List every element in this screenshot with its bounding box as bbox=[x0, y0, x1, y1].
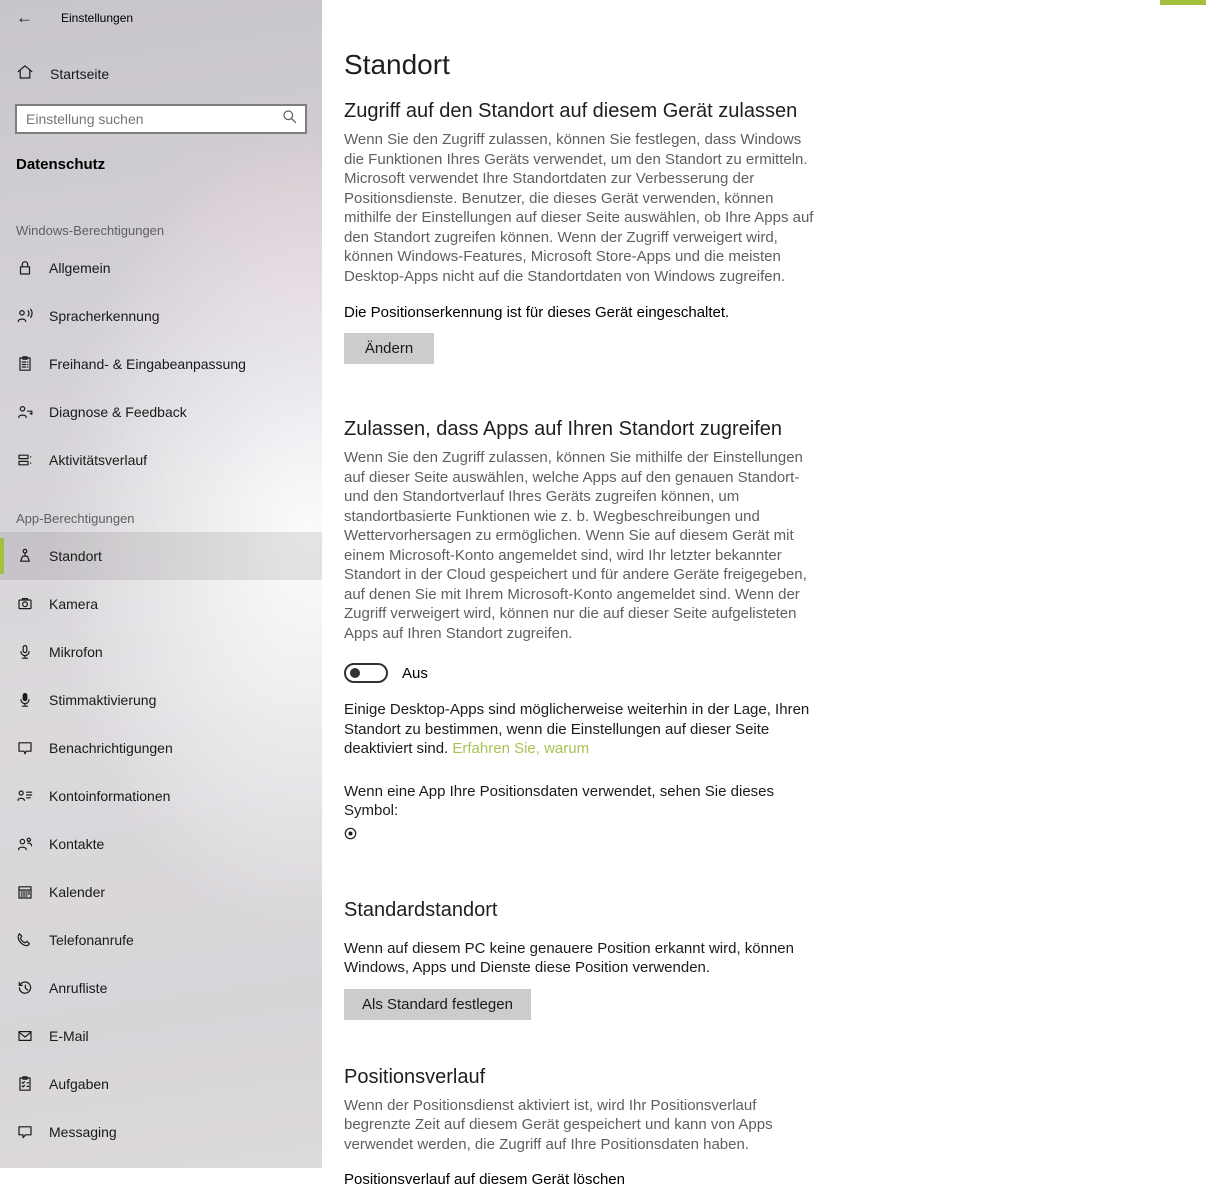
sidebar-item-kontoinformationen[interactable] bbox=[0, 772, 322, 820]
microphone-icon bbox=[16, 643, 34, 661]
search-input[interactable] bbox=[26, 111, 282, 127]
sidebar-item-label: Kalender bbox=[49, 884, 106, 900]
sidebar-item-label: Kontoinformationen bbox=[49, 788, 171, 804]
sidebar-item-messaging[interactable] bbox=[0, 1108, 322, 1156]
messaging-icon bbox=[16, 1123, 34, 1141]
sidebar-item-label: Freihand- & Eingabeanpassung bbox=[49, 356, 246, 372]
sidebar-item-label: Messaging bbox=[49, 1124, 117, 1140]
location-history-description: Wenn der Positionsdienst aktiviert ist, wird Ihr Positionsverlauf begrenzte Zeit auf diesem Gerät gespeichert und kann von Apps verwendet werden, die Zugriff auf Ihre Positionsdaten haben. bbox=[344, 1096, 773, 1153]
device-access-description: Wenn Sie den Zugriff zulassen, können Sie festlegen, dass Windows die Funktionen Ihres Geräts verwendet, um den Standort zu ermitteln. Microsoft verwendet Ihre Standortdaten zur Verbesserung der Positionsdienste. Benutzer, die dieses Gerät verwenden, können mithilfe der Einstellungen auf dieser Seite auswählen, ob Ihre Apps auf den Standort zugreifen können. Wenn der Zugriff verweigert wird, können Windows-Features, Microsoft Store-Apps und die meisten Desktop-Apps nicht auf die Standortdaten von Windows zugreifen. bbox=[344, 131, 814, 285]
location-history-heading: Positionsverlauf bbox=[344, 1065, 486, 1088]
sidebar-item-label: Mikrofon bbox=[49, 644, 103, 660]
settings-sidebar bbox=[0, 0, 322, 1168]
sidebar-item-label: Aktivitätsverlauf bbox=[49, 452, 148, 468]
default-location-heading: Standardstandort bbox=[344, 898, 498, 921]
sidebar-item-kamera[interactable] bbox=[0, 580, 322, 628]
sidebar-item-aufgaben[interactable] bbox=[0, 1060, 322, 1108]
page-title: Standort bbox=[344, 49, 450, 80]
speech-person-icon bbox=[16, 307, 34, 325]
back-button[interactable]: ← bbox=[16, 7, 46, 29]
notification-bubble-icon bbox=[16, 739, 34, 757]
toggle-state-label: Aus bbox=[402, 664, 428, 682]
app-access-description: Wenn Sie den Zugriff zulassen, können Sie mithilfe der Einstellungen auf dieser Seite auswählen, welche Apps auf den genauen Standort- und den Standortverlauf Ihres Geräts zugreifen können, um standortbasierte Funktionen wie z. b. Wegbeschreibungen und Wettervorhersagen zu ermöglichen. Wenn Sie auf diesem Gerät mit einem Microsoft-Konto angemeldet sind, wird Ihr letzter bekannter Standort in der Cloud gespeichert und für andere Geräte freigegeben, auf denen Sie mit Ihrem Microsoft-Konto angemeldet sind. Wenn der Zugriff verweigert wird, können nur die auf dieser Seite aufgelisteten Apps auf Ihren Standort zugreifen. bbox=[344, 449, 807, 642]
sidebar-item-label: Kamera bbox=[49, 596, 99, 612]
sidebar-item-label: E-Mail bbox=[49, 1028, 89, 1044]
window-title: Einstellungen bbox=[61, 11, 134, 25]
calendar-icon bbox=[16, 883, 34, 901]
app-access-heading: Zulassen, dass Apps auf Ihren Standort zugreifen bbox=[344, 418, 783, 440]
sidebar-item-label: Telefonanrufe bbox=[49, 932, 134, 948]
accent-strip bbox=[1160, 0, 1206, 5]
default-location-description: Wenn auf diesem PC keine genauere Position erkannt wird, können Windows, Apps und Dienste diese Position verwenden. bbox=[344, 939, 794, 976]
tasks-icon bbox=[16, 1075, 34, 1093]
sidebar-item-diagnose[interactable] bbox=[0, 388, 322, 436]
location-marker-icon bbox=[16, 547, 34, 565]
activity-history-icon bbox=[16, 451, 34, 469]
sidebar-item-label: Kontakte bbox=[49, 836, 105, 852]
desktop-apps-note bbox=[344, 700, 814, 759]
toggle-knob bbox=[350, 668, 360, 678]
camera-icon bbox=[16, 595, 34, 613]
sidebar-item-stimmaktivierung[interactable] bbox=[0, 676, 322, 724]
person-feedback-icon bbox=[16, 403, 34, 421]
sidebar-item-label: Aufgaben bbox=[49, 1076, 109, 1092]
sidebar-item-label: Spracherkennung bbox=[49, 308, 160, 324]
app-location-toggle-row bbox=[344, 663, 814, 683]
search-icon[interactable] bbox=[282, 109, 297, 129]
call-history-icon bbox=[16, 979, 34, 997]
sidebar-item-freihand[interactable] bbox=[0, 340, 322, 388]
change-button[interactable]: Ändern bbox=[344, 333, 434, 364]
sidebar-group-title: App-Berechtigungen bbox=[16, 511, 135, 526]
sidebar-item-label: Anrufliste bbox=[49, 980, 108, 996]
sidebar-category: Datenschutz bbox=[16, 156, 106, 173]
sidebar-item-kalender[interactable] bbox=[0, 868, 322, 916]
lock-icon bbox=[16, 259, 34, 277]
phone-icon bbox=[16, 931, 34, 949]
title-bar bbox=[0, 0, 322, 36]
sidebar-item-mikrofon[interactable] bbox=[0, 628, 322, 676]
sidebar-item-telefonanrufe[interactable] bbox=[0, 916, 322, 964]
sidebar-item-label: Stimmaktivierung bbox=[49, 692, 157, 708]
settings-main-pane bbox=[322, 0, 887, 1188]
app-location-toggle[interactable] bbox=[344, 663, 388, 683]
location-status-text: Die Positionserkennung ist für dieses Gerät eingeschaltet. bbox=[344, 304, 730, 321]
sidebar-item-label: Allgemein bbox=[49, 260, 111, 276]
location-in-use-icon bbox=[344, 820, 814, 845]
set-default-button[interactable]: Als Standard festlegen bbox=[344, 989, 531, 1020]
clipboard-icon bbox=[16, 355, 34, 373]
contacts-icon bbox=[16, 835, 34, 853]
sidebar-item-home[interactable] bbox=[0, 54, 322, 94]
clear-history-label: Positionsverlauf auf diesem Gerät löschen bbox=[344, 1171, 625, 1188]
sidebar-item-label: Standort bbox=[49, 548, 102, 564]
sidebar-item-label: Benachrichtigungen bbox=[49, 740, 173, 756]
account-info-icon bbox=[16, 787, 34, 805]
sidebar-item-anrufliste[interactable] bbox=[0, 964, 322, 1012]
desktop-apps-note-text: Einige Desktop-Apps sind möglicherweise weiterhin in der Lage, Ihren Standort zu bestimmen, wenn die Einstellungen auf dieser Seite deaktiviert sind. bbox=[344, 701, 810, 757]
sidebar-item-email[interactable] bbox=[0, 1012, 322, 1060]
sidebar-item-label: Startseite bbox=[50, 66, 110, 82]
sidebar-group-title: Windows-Berechtigungen bbox=[16, 223, 165, 238]
settings-search-box[interactable] bbox=[15, 104, 307, 134]
sidebar-item-aktivitaetsverlauf[interactable] bbox=[0, 436, 322, 484]
home-icon bbox=[16, 63, 34, 86]
sidebar-item-label: Diagnose & Feedback bbox=[49, 404, 187, 420]
sidebar-item-allgemein[interactable] bbox=[0, 244, 322, 292]
learn-more-link[interactable]: Erfahren Sie, warum bbox=[452, 740, 590, 757]
sidebar-item-standort[interactable] bbox=[0, 532, 322, 580]
voice-activation-icon bbox=[16, 691, 34, 709]
device-access-heading: Zugriff auf den Standort auf diesem Gerät zulassen bbox=[344, 100, 798, 122]
sidebar-item-benachrichtigungen[interactable] bbox=[0, 724, 322, 772]
sidebar-item-kontakte[interactable] bbox=[0, 820, 322, 868]
email-icon bbox=[16, 1027, 34, 1045]
sidebar-item-spracherkennung[interactable] bbox=[0, 292, 322, 340]
symbol-note: Wenn eine App Ihre Positionsdaten verwendet, sehen Sie dieses Symbol: bbox=[344, 782, 775, 819]
